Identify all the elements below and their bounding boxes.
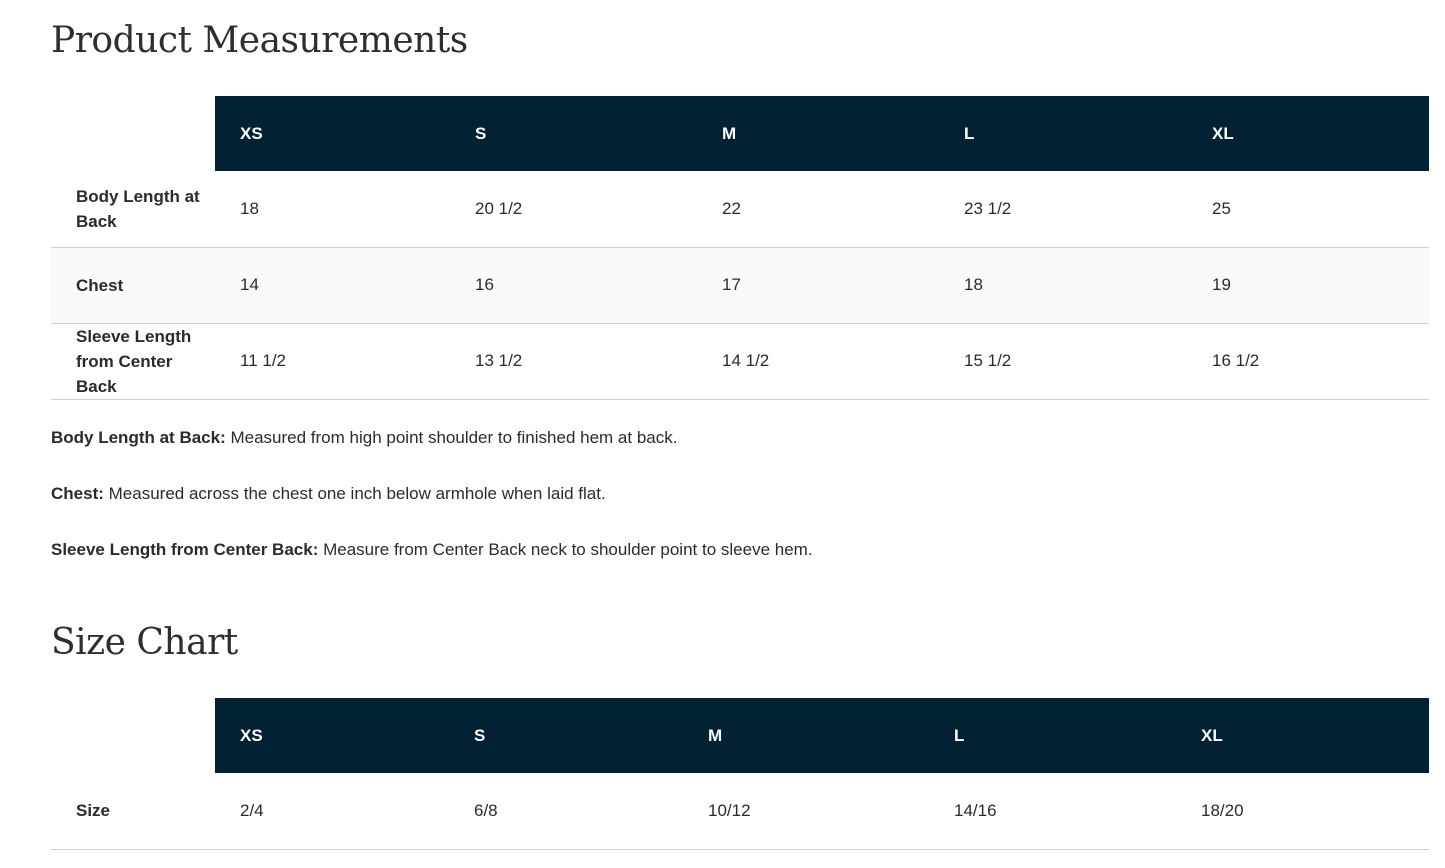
table-cell: 18/20: [1176, 773, 1429, 849]
table-cell: 13 1/2: [450, 323, 697, 399]
column-header-s: S: [450, 96, 697, 171]
size-chart-heading: Size Chart: [51, 622, 238, 663]
table-cell: 10/12: [683, 773, 929, 849]
table-cell: 18: [215, 171, 450, 247]
note-term: Body Length at Back:: [51, 428, 226, 447]
column-header-xs: XS: [215, 698, 449, 773]
note-text: Measured across the chest one inch below armhole when laid flat.: [103, 484, 606, 503]
size-chart-table: [51, 698, 1429, 850]
column-header-xl: XL: [1176, 698, 1429, 773]
table-cell: 14: [215, 247, 450, 323]
table-cell: 19: [1187, 247, 1429, 323]
row-header-body-length: Body Length at Back: [51, 171, 215, 247]
note-text: Measured from high point shoulder to finished hem at back.: [225, 428, 678, 447]
table-cell: 2/4: [215, 773, 449, 849]
table-cell: 22: [697, 171, 939, 247]
table-row: [51, 773, 1429, 849]
table-cell: 16: [450, 247, 697, 323]
table-cell: 25: [1187, 171, 1429, 247]
table-cell: 15 1/2: [939, 323, 1187, 399]
product-measurements-heading: Product Measurements: [51, 20, 468, 61]
table-header-row: [51, 698, 1429, 773]
column-header-xl: XL: [1187, 96, 1429, 171]
table-row: [51, 171, 1429, 247]
note-chest: [51, 484, 606, 504]
table-row: [51, 247, 1429, 323]
column-header-m: M: [683, 698, 929, 773]
table-cell: 14/16: [929, 773, 1176, 849]
column-header-l: L: [929, 698, 1176, 773]
column-header-l: L: [939, 96, 1187, 171]
row-header-size: Size: [51, 773, 215, 849]
table-row: [51, 323, 1429, 399]
note-body-length: [51, 428, 677, 448]
header-corner-cell: [51, 698, 215, 773]
table-cell: 11 1/2: [215, 323, 450, 399]
table-header-row: [51, 96, 1429, 171]
note-term: Chest:: [51, 484, 104, 503]
column-header-xs: XS: [215, 96, 450, 171]
table-cell: 17: [697, 247, 939, 323]
header-corner-cell: [51, 96, 215, 171]
row-header-chest: Chest: [51, 247, 215, 323]
table-cell: 6/8: [449, 773, 683, 849]
product-measurements-table: [51, 96, 1429, 400]
note-text: Measure from Center Back neck to shoulder point to sleeve hem.: [318, 540, 813, 559]
table-cell: 18: [939, 247, 1187, 323]
table-cell: 14 1/2: [697, 323, 939, 399]
column-header-s: S: [449, 698, 683, 773]
row-header-sleeve-length: Sleeve Length from Center Back: [51, 323, 215, 399]
column-header-m: M: [697, 96, 939, 171]
table-cell: 16 1/2: [1187, 323, 1429, 399]
note-sleeve-length: [51, 540, 813, 560]
note-term: Sleeve Length from Center Back:: [51, 540, 319, 559]
table-cell: 20 1/2: [450, 171, 697, 247]
table-cell: 23 1/2: [939, 171, 1187, 247]
